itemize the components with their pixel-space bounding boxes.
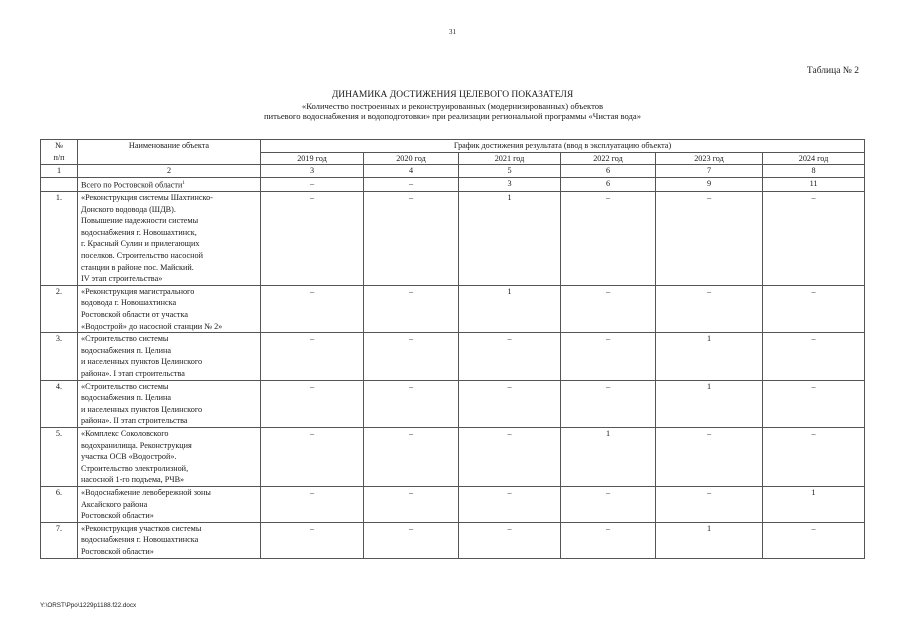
object-name-line: Аксайского района [81, 499, 148, 509]
object-name-line: Ростовской области от участка [81, 310, 188, 320]
total-name: Всего по Ростовской области [81, 180, 183, 190]
object-name-line: водовода г. Новошахтинска [81, 298, 177, 308]
object-name-line: «Реконструкция участков системы [81, 523, 202, 533]
table-label: Таблица № 2 [806, 66, 859, 76]
object-name [78, 192, 261, 286]
table-row [41, 285, 865, 332]
footer-file-path: Y:\ORST\Ppo\1229p1188.f22.docx [40, 602, 137, 609]
year-value: – [561, 522, 656, 558]
row-number: 7. [41, 522, 78, 558]
object-name-line: Донского водовода (ШДВ). [81, 204, 176, 214]
year-value: – [459, 380, 561, 427]
year-value: – [261, 333, 364, 380]
table-row [41, 380, 865, 427]
year-value: – [561, 192, 656, 286]
year-value: – [763, 333, 865, 380]
year-value: – [561, 486, 656, 522]
header-schedule: График достижения результата (ввод в эксплуатацию объекта) [261, 140, 865, 153]
object-name-line: «Строительство системы [81, 334, 169, 344]
year-value: 1 [763, 486, 865, 522]
column-number: 1 [41, 165, 78, 178]
object-name [78, 380, 261, 427]
table-row [41, 522, 865, 558]
year-value: 1 [656, 333, 763, 380]
object-name-line: Ростовской области» [81, 511, 154, 521]
total-value: 11 [763, 177, 865, 191]
table-row [41, 333, 865, 380]
object-name-line: водохранилища. Реконструкция [81, 440, 192, 450]
object-name-line: «Водострой» до насосной станции № 2» [81, 321, 223, 331]
object-name-line: г. Красный Сулин и прилегающих [81, 239, 200, 249]
year-value: – [763, 380, 865, 427]
total-value: 9 [656, 177, 763, 191]
year-value: – [561, 285, 656, 332]
total-value: 3 [459, 177, 561, 191]
column-number-row [41, 165, 865, 178]
row-number: 1. [41, 192, 78, 286]
object-name-line: «Водоснабжение левобережной зоны [81, 487, 211, 497]
header-no: № [55, 141, 63, 150]
title-line-2: «Количество построенных и реконструированных (модернизированных) объектов [301, 100, 604, 111]
object-name-line: Повышение надежности системы [81, 216, 199, 226]
year-value: – [364, 486, 459, 522]
year-value: – [364, 380, 459, 427]
year-value: – [459, 427, 561, 486]
object-name-line: «Реконструкция магистрального [81, 286, 195, 296]
header-year: 2022 год [561, 152, 656, 165]
column-number: 3 [261, 165, 364, 178]
year-value: 1 [459, 285, 561, 332]
object-name-line: района». I этап строительства [81, 369, 185, 379]
object-name [78, 427, 261, 486]
header-year: 2020 год [364, 152, 459, 165]
year-value: 1 [459, 192, 561, 286]
year-value: – [763, 285, 865, 332]
object-name-line: водоснабжения г. Новошахтинск, [81, 227, 197, 237]
year-value: – [364, 285, 459, 332]
year-value: 1 [656, 522, 763, 558]
header-year: 2024 год [763, 152, 865, 165]
total-no-cell [41, 177, 78, 191]
header-no-sub: п/п [53, 152, 65, 162]
object-name [78, 333, 261, 380]
column-number: 5 [459, 165, 561, 178]
header-name: Наименование объекта [78, 140, 261, 165]
table-row [41, 192, 865, 286]
column-number: 2 [78, 165, 261, 178]
header-row-1 [41, 140, 865, 153]
column-number: 8 [763, 165, 865, 178]
object-name-line: «Строительство системы [81, 381, 169, 391]
object-name-line: района». II этап строительства [81, 416, 188, 426]
table-title [0, 90, 905, 122]
year-value: – [261, 192, 364, 286]
object-name-line: «Реконструкция системы Шахтинско- [81, 193, 213, 203]
year-value: – [261, 380, 364, 427]
object-name-line: и населенных пунктов Целинского [81, 357, 203, 367]
row-number: 2. [41, 285, 78, 332]
year-value: – [364, 192, 459, 286]
footnote-marker: 1 [182, 180, 185, 186]
year-value: – [364, 427, 459, 486]
object-name-line: водоснабжения п. Целина [81, 393, 172, 403]
year-value: – [561, 380, 656, 427]
total-row [41, 177, 865, 191]
year-value: 1 [656, 380, 763, 427]
object-name-line: IV этап строительства» [81, 274, 163, 284]
column-number: 7 [656, 165, 763, 178]
object-name-line: насосной 1-го подъема, РЧВ» [81, 475, 185, 485]
year-value: – [261, 427, 364, 486]
year-value: – [261, 486, 364, 522]
year-value: – [261, 522, 364, 558]
row-number: 3. [41, 333, 78, 380]
target-indicator-table [40, 139, 865, 559]
header-year: 2023 год [656, 152, 763, 165]
object-name-line: и населенных пунктов Целинского [81, 404, 203, 414]
object-rows [41, 192, 865, 558]
title-line-3: питьевого водоснабжения и водоподготовки» при реализации региональной программы «Чистая вода» [263, 111, 642, 121]
year-value: – [459, 333, 561, 380]
year-value: – [656, 192, 763, 286]
total-name-cell [78, 177, 261, 191]
object-name-line: станции в районе пос. Майский. [81, 262, 194, 272]
page-number: 31 [449, 28, 456, 36]
object-name [78, 486, 261, 522]
year-value: – [261, 285, 364, 332]
table-row [41, 486, 865, 522]
header-year: 2019 год [261, 152, 364, 165]
object-name [78, 285, 261, 332]
column-number: 6 [561, 165, 656, 178]
object-name-line: водоснабжения г. Новошахтинска [81, 535, 199, 545]
table-row [41, 427, 865, 486]
year-value: – [459, 486, 561, 522]
object-name-line: водоснабжения п. Целина [81, 345, 172, 355]
total-value: – [364, 177, 459, 191]
year-value: 1 [561, 427, 656, 486]
row-number: 6. [41, 486, 78, 522]
header-no-cell [41, 140, 78, 165]
year-value: – [763, 192, 865, 286]
total-value: 6 [561, 177, 656, 191]
object-name-line: «Комплекс Соколовского [81, 428, 169, 438]
year-value: – [763, 522, 865, 558]
year-value: – [656, 486, 763, 522]
row-number: 5. [41, 427, 78, 486]
title-line-1: ДИНАМИКА ДОСТИЖЕНИЯ ЦЕЛЕВОГО ПОКАЗАТЕЛЯ [331, 90, 574, 100]
header-year: 2021 год [459, 152, 561, 165]
year-value: – [364, 522, 459, 558]
year-value: – [459, 522, 561, 558]
object-name-line: поселков. Строительство насосной [81, 251, 203, 261]
year-value: – [656, 285, 763, 332]
year-value: – [763, 427, 865, 486]
column-number: 4 [364, 165, 459, 178]
object-name [78, 522, 261, 558]
total-value: – [261, 177, 364, 191]
year-value: – [364, 333, 459, 380]
object-name-line: участка ОСВ «Водострой». [81, 452, 177, 462]
year-value: – [656, 427, 763, 486]
object-name-line: Строительство электролизной, [81, 463, 189, 473]
year-value: – [561, 333, 656, 380]
row-number: 4. [41, 380, 78, 427]
object-name-line: Ростовской области» [81, 546, 154, 556]
